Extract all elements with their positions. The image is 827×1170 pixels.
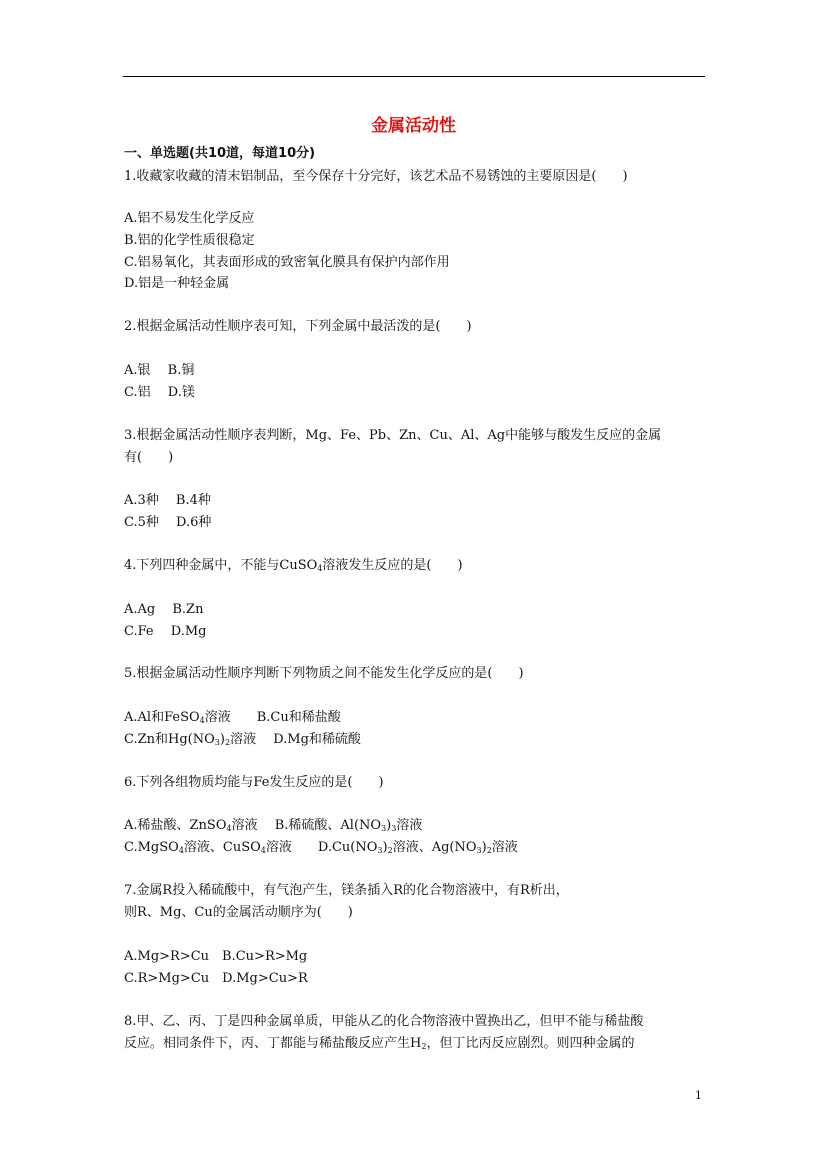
question-4-stem: 4.下列四种金属中，不能与CuSO$_4$溶液发生反应的是( ) bbox=[124, 558, 463, 573]
page-number: 1 bbox=[695, 1089, 702, 1102]
question-1-option-b: B.铝的化学性质很稳定 bbox=[124, 233, 255, 248]
question-7-stem-line2: 则R、Mg、Cu的金属活动顺序为( ) bbox=[124, 905, 353, 920]
question-7-stem-line1: 7.金属R投入稀硫酸中，有气泡产生，镁条插入R的化合物溶液中，有R析出， bbox=[124, 883, 569, 898]
question-4-options-ab: A.Ag B.Zn bbox=[124, 602, 204, 617]
question-2-stem: 2.根据金属活动性顺序表可知，下列金属中最活泼的是( ) bbox=[124, 319, 472, 334]
question-3-options-ab: A.3种 B.4种 bbox=[124, 493, 211, 508]
question-6-stem: 6.下列各组物质均能与Fe发生反应的是( ) bbox=[124, 775, 384, 790]
question-6-options-cd: C.MgSO$_4$溶液、CuSO$_4$溶液 $D.Cu(NO_3)_2$溶液、$Ag(NO_3)_2$溶液 bbox=[124, 840, 518, 855]
question-7-options-ab: A.Mg>R>Cu B.Cu>R>Mg bbox=[124, 949, 308, 964]
question-1-option-a: A.铝不易发生化学反应 bbox=[124, 211, 255, 226]
question-3-stem-line2: 有( ) bbox=[124, 450, 174, 465]
question-3-options-cd: C.5种 D.6种 bbox=[124, 515, 212, 530]
question-2-options-cd: C.铝 D.镁 bbox=[124, 385, 195, 400]
question-1-option-d: D.铝是一种轻金属 bbox=[124, 276, 230, 291]
section-heading: 一、单选题(共10道，每道10分) bbox=[124, 146, 316, 161]
question-5-options-cd: C.Zn和$Hg(NO_3)_2$溶液 D.Mg和稀硫酸 bbox=[124, 732, 361, 747]
question-8-stem-line1: 8.甲、乙、丙、丁是四种金属单质，甲能从乙的化合物溶液中置换出乙，但甲不能与稀盐酸 bbox=[124, 1014, 644, 1029]
question-8-stem-line2: 反应。相同条件下，丙、丁都能与稀盐酸反应产生$H_2$，但丁比丙反应剧烈。则四种金属的 bbox=[124, 1036, 635, 1051]
question-7-options-cd: C.R>Mg>Cu D.Mg>Cu>R bbox=[124, 971, 308, 986]
question-6-options-ab: A.稀盐酸、ZnSO$_4$溶液 B.稀硫酸、$Al(NO_3)_3$溶液 bbox=[124, 818, 423, 833]
header-rule bbox=[123, 76, 705, 77]
question-3-stem-line1: 3.根据金属活动性顺序表判断，Mg、Fe、Pb、Zn、Cu、Al、Ag中能够与酸发生反应的金属 bbox=[124, 428, 662, 443]
question-4-options-cd: C.Fe D.Mg bbox=[124, 624, 207, 639]
question-1-stem: 1.收藏家收藏的清末铝制品，至今保存十分完好，该艺术品不易锈蚀的主要原因是( ) bbox=[124, 169, 628, 184]
question-5-options-ab: A.Al和FeSO$_4$溶液 B.Cu和稀盐酸 bbox=[124, 710, 341, 725]
question-1-option-c: C.铝易氧化，其表面形成的致密氧化膜具有保护内部作用 bbox=[124, 255, 450, 270]
question-2-options-ab: A.银 B.铜 bbox=[124, 363, 195, 378]
page-title: 金属活动性 bbox=[371, 116, 456, 136]
question-5-stem: 5.根据金属活动性顺序判断下列物质之间不能发生化学反应的是( ) bbox=[124, 666, 524, 681]
